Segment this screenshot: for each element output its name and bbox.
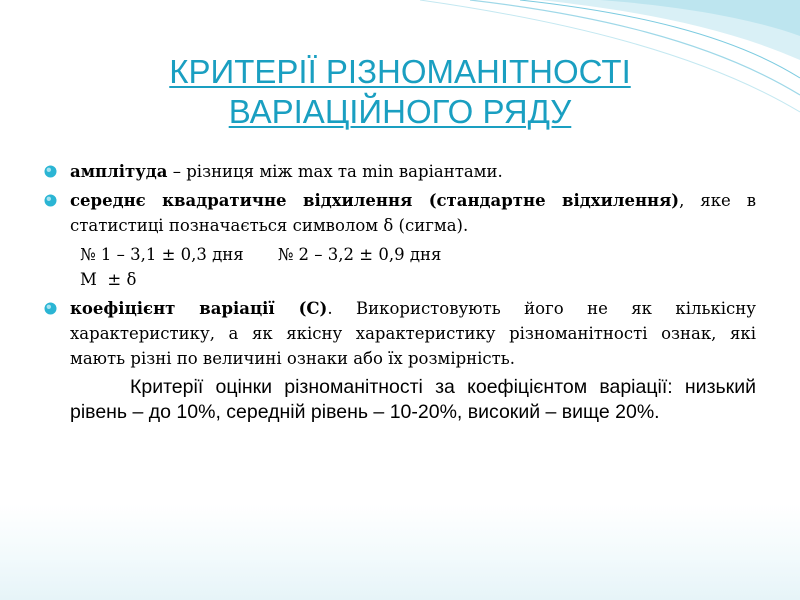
title-line-1: КРИТЕРІЇ РІЗНОМАНІТНОСТІ xyxy=(169,53,631,90)
criteria-note: Критерії оцінки різноманітності за коефіцієнтом варіації: низький рівень – до 10%, середній рівень – 10-20%, високий – вище 20%. xyxy=(70,376,756,423)
example-line xyxy=(44,242,756,267)
bullet-term: середнє квадратичне відхилення (стандартне відхилення) xyxy=(70,191,680,210)
bullet-diamond-icon xyxy=(44,194,57,207)
slide-title xyxy=(40,52,760,132)
bullet-term: амплітуда xyxy=(70,162,168,181)
bullet-variation-coefficient xyxy=(44,296,756,371)
slide-body xyxy=(44,159,756,425)
formula-line xyxy=(44,267,756,292)
bullet-text: , яке в статистиці позначається символом δ (сигма). xyxy=(70,191,757,235)
title-line-2: ВАРІАЦІЙНОГО РЯДУ xyxy=(228,93,572,130)
formula-text: M ± δ xyxy=(80,270,137,289)
bullet-text: – різниця між max та min варіантами. xyxy=(167,162,503,181)
bullet-diamond-icon xyxy=(44,165,57,178)
bullet-std-deviation xyxy=(44,188,756,238)
bullet-term: коефіцієнт варіації (С) xyxy=(70,299,328,318)
example-case-2: № 2 – 3,2 ± 0,9 дня xyxy=(277,245,442,264)
bullet-amplitude xyxy=(44,159,756,184)
bullet-text: . Використовують його не як кількісну характеристику, а як якісну характеристику різноманітності ознак, які мають різні по величині ознаки або їх розмірність. xyxy=(70,299,756,368)
example-case-1: № 1 – 3,1 ± 0,3 дня xyxy=(80,245,244,264)
bullet-diamond-icon xyxy=(44,302,57,315)
